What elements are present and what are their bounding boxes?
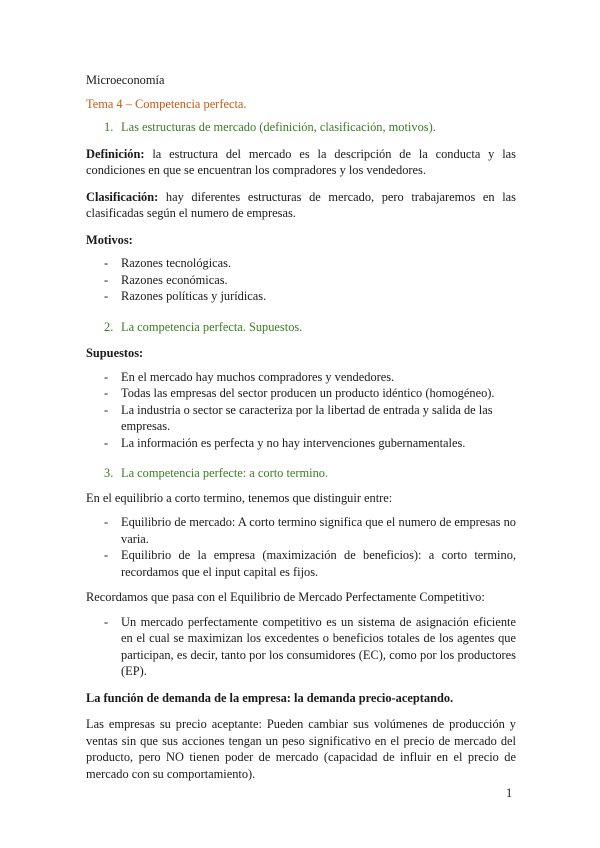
list-item-text: La industria o sector se caracteriza por la libertad de entrada y salida de las empresas.: [121, 402, 493, 433]
classification-paragraph: [86, 189, 516, 222]
list-item-text: Razones políticas y jurídicas.: [121, 289, 267, 303]
section-1-heading: [104, 119, 516, 136]
list-item-text: Equilibrio de la empresa (maximización de beneficios): a corto termino, recordamos que el input capital es fijos.: [121, 548, 516, 579]
section-2-heading: [104, 319, 516, 336]
section-3-intro: En el equilibrio a corto termino, tenemos que distinguir entre:: [86, 490, 393, 505]
course-title: Microeconomía: [86, 73, 165, 87]
section-1-title: Las estructuras de mercado (definición, clasificación, motivos).: [121, 120, 436, 134]
list-marker: -: [104, 386, 109, 400]
list-item: [86, 255, 516, 272]
list-item-text: Todas las empresas del sector producen un producto idéntico (homogéneo).: [121, 386, 495, 400]
list-item: [86, 514, 516, 547]
definition-text: la estructura del mercado es la descripción de la conducta y las condiciones en que se encuentran los compradores y los vendedores.: [86, 146, 516, 177]
section-3-number: 3.: [104, 466, 114, 480]
list-item: [86, 288, 516, 305]
classification-label: Clasificación:: [86, 189, 159, 204]
list-item-text: Un mercado perfectamente competitivo es un sistema de asignación eficiente en el cual se maximizan los excedentes o beneficios totales de los agentes que participan, es decir, tanto por los consumidores (EC), como por los productores (EP).: [121, 614, 516, 678]
funcion-demanda-paragraph: Las empresas su precio aceptante: Pueden cambiar sus volúmenes de producción y ventas sin que sus acciones tengan un peso significativo en el precio de mercado del producto, pero NO tienen poder de mercado (capacidad de influir en el precio de mercado con su comportamiento).: [86, 717, 516, 781]
list-marker: -: [104, 272, 109, 287]
motivos-label: [86, 232, 516, 249]
definition-label: Definición:: [86, 146, 145, 161]
funcion-demanda-title: La función de demanda de la empresa: la demanda precio-aceptando.: [86, 690, 454, 705]
list-item: [86, 547, 516, 580]
section-3-title: La competencia perfecte: a corto termino.: [121, 466, 329, 480]
mercado-list: [86, 614, 516, 680]
document-page: [86, 62, 516, 782]
section-1-number: 1.: [104, 120, 114, 134]
classification-text: hay diferentes estructuras de mercado, pero trabajaremos en las clasificadas según el numero de empresas.: [86, 189, 516, 220]
list-item: [86, 272, 516, 289]
list-item: [86, 435, 516, 452]
list-item-text: Razones económicas.: [121, 272, 228, 287]
list-item-text: Equilibrio de mercado: A corto termino significa que el numero de empresas no varia.: [121, 515, 516, 546]
list-item: [86, 402, 516, 435]
recordamos-paragraph: Recordamos que pasa con el Equilibrio de Mercado Perfectamente Competitivo:: [86, 590, 485, 604]
motivos-list: [86, 255, 516, 305]
section-3-heading: [104, 465, 516, 482]
list-item-text: Razones tecnológicas.: [121, 256, 232, 270]
supuestos-label: [86, 345, 516, 362]
list-marker: -: [104, 289, 109, 303]
motivos-label-text: Motivos:: [86, 232, 133, 247]
list-item: [86, 614, 516, 680]
section-2-number: 2.: [104, 319, 114, 334]
list-marker: -: [104, 548, 109, 562]
equilibrio-list: [86, 514, 516, 580]
list-marker: -: [104, 402, 109, 417]
topic-title: Tema 4 – Competencia perfecta.: [86, 96, 247, 111]
definition-paragraph: [86, 146, 516, 179]
supuestos-list: [86, 369, 516, 452]
list-item-text: La información es perfecta y no hay intervenciones gubernamentales.: [121, 435, 466, 450]
list-marker: -: [104, 515, 109, 529]
list-marker: -: [104, 435, 109, 450]
list-marker: -: [104, 369, 109, 384]
list-marker: -: [104, 256, 109, 270]
list-marker: -: [104, 614, 109, 629]
list-item: [86, 385, 516, 402]
funcion-demanda-heading: [86, 690, 516, 707]
page-number: 1: [506, 786, 513, 800]
section-2-title: La competencia perfecta. Supuestos.: [121, 319, 303, 334]
list-item: [86, 369, 516, 386]
list-item-text: En el mercado hay muchos compradores y vendedores.: [121, 369, 395, 384]
supuestos-label-text: Supuestos:: [86, 346, 144, 360]
